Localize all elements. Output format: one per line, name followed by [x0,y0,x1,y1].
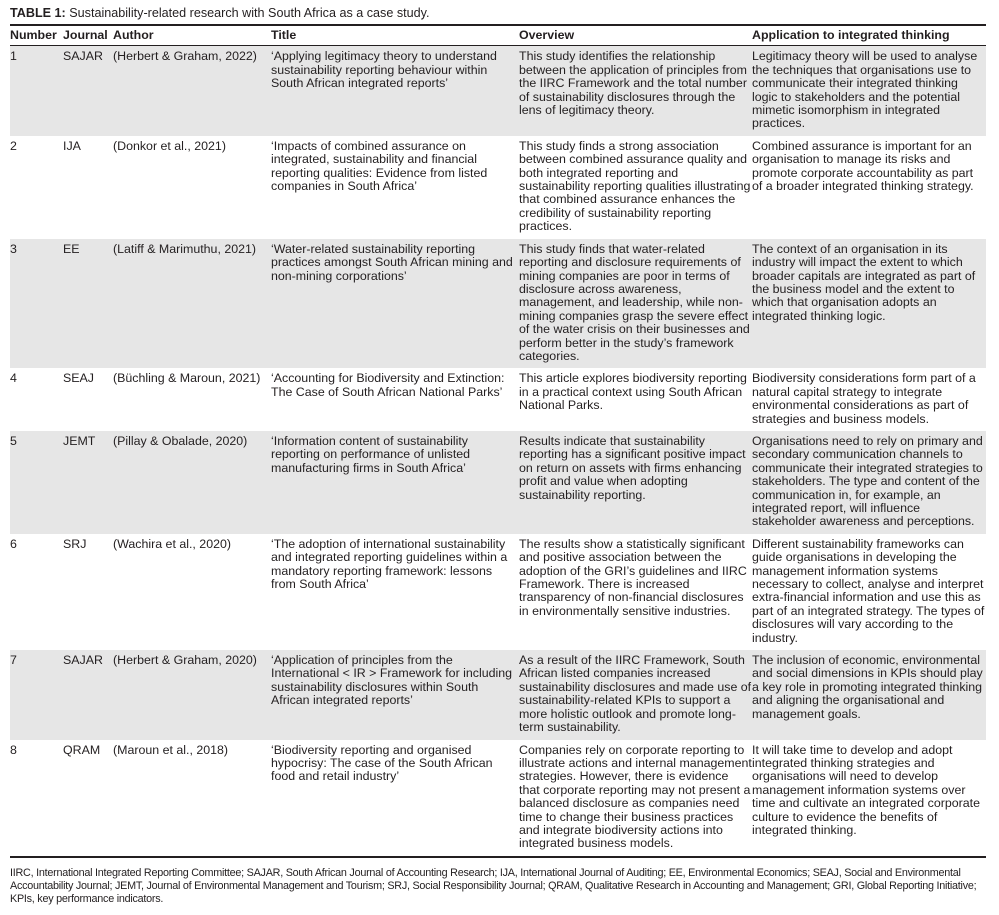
cell-journal: JEMT [63,431,113,534]
cell-application: Different sustainability frameworks can guide organisations in developing the management information systems necessary to collect, analyse and interpret extra-financial information and use this as part of an integrated strategy. The types of disclosures will vary according to the industry. [752,536,985,645]
cell-author: (Maroun et al., 2018) [113,742,229,757]
cell-author: (Donkor et al., 2021) [113,138,226,153]
header-application: Application to integrated thinking [752,28,950,42]
table-row [10,239,986,369]
cell-overview: This study finds that water-related reporting and disclosure requirements of mining companies are poor in terms of disclosure across awareness, management, and leadership, while non-mining companies grasp the severe effect of the water crisis on their businesses and perform better in the study’s framework categories. [519,239,752,369]
cell-author: (Herbert & Graham, 2022) [113,46,271,136]
table-body [10,46,986,857]
cell-application: The inclusion of economic, environmental and social dimensions in KPIs should play a key role in promoting integrated thinking and aligning the organisational and management goals. [752,650,986,739]
caption-text: Sustainability-related research with South Africa as a case study. [69,6,430,20]
cell-title: ‘Water-related sustainability reporting practices amongst South African mining and non-mining corporations’ [271,239,519,369]
cell-application: Biodiversity considerations form part of a natural capital strategy to integrate environmental considerations as part of strategies and business models. [752,371,976,426]
table-row [10,431,986,534]
cell-application: Combined assurance is important for an organisation to manage its risks and promote corporate accountability as part of a broader integrated thinking strategy. [752,138,974,194]
cell-journal: SAJAR [63,46,113,136]
cell-application: Organisations need to rely on primary and secondary communication channels to communicate their integrated strategies to stakeholders. The type and content of the communication in, for example, an integrated report, will influence stakeholder awareness and perceptions. [752,431,986,534]
table-header-row [10,25,986,46]
table-row [10,368,986,431]
cell-journal: SEAJ [63,371,94,386]
cell-overview: Companies rely on corporate reporting to illustrate actions and internal management strategies. However, there is evidence that corporate reporting may not present a balanced disclosure as companies need time to change their business practices and integrate biodiversity actions into integrated business models. [519,742,752,851]
cell-number: 3 [10,239,63,369]
cell-title: ‘Impacts of combined assurance on integrated, sustainability and financial reporting qualities: Evidence from listed companies in South Africa’ [271,138,488,194]
cell-journal: SAJAR [63,650,113,739]
cell-author: (Pillay & Obalade, 2020) [113,431,271,534]
cell-number: 5 [10,431,63,534]
cell-number: 1 [10,46,63,136]
cell-application: Legitimacy theory will be used to analyse the techniques that organisations use to communicate their integrated thinking logic to stakeholders and the potential mimetic isomorphism in integrated practices. [752,46,986,136]
cell-number: 7 [10,650,63,739]
cell-number: 4 [10,371,17,386]
cell-application: The context of an organisation in its industry will impact the extent to which broader capitals are integrated as part of the business model and the extent to which that organisation adopts an integrated thinking logic. [752,239,986,369]
cell-number: 2 [10,138,17,153]
cell-overview: This study identifies the relationship between the application of principles from the IIRC Framework and the total number of sustainability disclosures through the lens of legitimacy theory. [519,46,752,136]
table-row [10,650,986,739]
caption-label: TABLE 1: [10,6,66,20]
cell-journal: EE [63,239,113,369]
cell-application: It will take time to develop and adopt integrated thinking strategies and organisations will need to develop management information systems over time and cultivate an integrated corporate culture to evidence the benefits of integrated thinking. [752,742,980,837]
cell-author: (Büchling & Maroun, 2021) [113,371,261,386]
cell-title: ‘The adoption of international sustainability and integrated reporting guidelines within a mandatory reporting framework: lessons from South Africa’ [271,536,508,592]
cell-title: ‘Information content of sustainability reporting on performance of unlisted manufacturing firms in South Africa’ [271,431,519,534]
table-row [10,46,986,136]
cell-number: 8 [10,742,17,757]
research-table [10,24,986,858]
table-container [10,0,997,907]
cell-overview: This study finds a strong association between combined assurance quality and both integrated reporting and sustainability reporting qualities illustrating that combined assurance enhances the credibility of sustainability reporting practices. [519,138,751,234]
cell-overview: The results show a statistically significant and positive association between the adoption of the GRI’s guidelines and IIRC Framework. There is increased transparency of non-financial disclosures in environmentally sensitive industries. [519,536,747,618]
cell-number: 6 [10,536,17,551]
header-journal: Journal [63,28,108,42]
cell-title: ‘Biodiversity reporting and organised hypocrisy: The case of the South African food and retail industry’ [271,742,493,784]
cell-author: (Wachira et al., 2020) [113,536,231,551]
cell-overview: Results indicate that sustainability reporting has a significant positive impact on return on assets with firms enhancing profit and value when adopting sustainability reporting. [519,431,752,534]
table-caption [10,6,997,21]
cell-journal: QRAM [63,742,101,757]
cell-journal: IJA [63,138,81,153]
cell-author: (Herbert & Graham, 2020) [113,650,271,739]
cell-author: (Latiff & Marimuthu, 2021) [113,239,271,369]
cell-title: ‘Applying legitimacy theory to understand sustainability reporting behaviour within South African integrated reports’ [271,46,519,136]
header-author: Author [113,28,154,42]
cell-title: ‘Application of principles from the International < IR > Framework for including sustainability disclosures within South African integrated reports’ [271,650,519,739]
header-overview: Overview [519,28,575,42]
header-title: Title [271,28,297,42]
cell-title: ‘Accounting for Biodiversity and Extinction: The Case of South African National Parks’ [271,371,505,399]
cell-journal: SRJ [63,536,87,551]
table-row [10,740,986,857]
table-row [10,136,986,239]
header-number: Number [10,28,57,42]
cell-overview: As a result of the IIRC Framework, South African listed companies increased sustainability disclosures and made use of sustainability-related KPIs to support a more holistic outlook and promote long-term sustainability. [519,650,752,739]
table-footnote: IIRC, International Integrated Reporting Committee; SAJAR, South African Journal of Accounting Research; IJA, International Journal of Auditing; EE, Environmental Economics; SEAJ, Social and Environmental Accountability Journal; JEMT, Journal of Environmental Management and Tourism; SRJ, Social Responsibility Journal; QRAM, Qualitative Research in Accounting and Management; GRI, Global Reporting Initiative; KPIs, key performance indicators. [10,866,977,906]
table-row [10,534,986,650]
cell-overview: This article explores biodiversity reporting in a practical context using South African National Parks. [519,371,747,413]
